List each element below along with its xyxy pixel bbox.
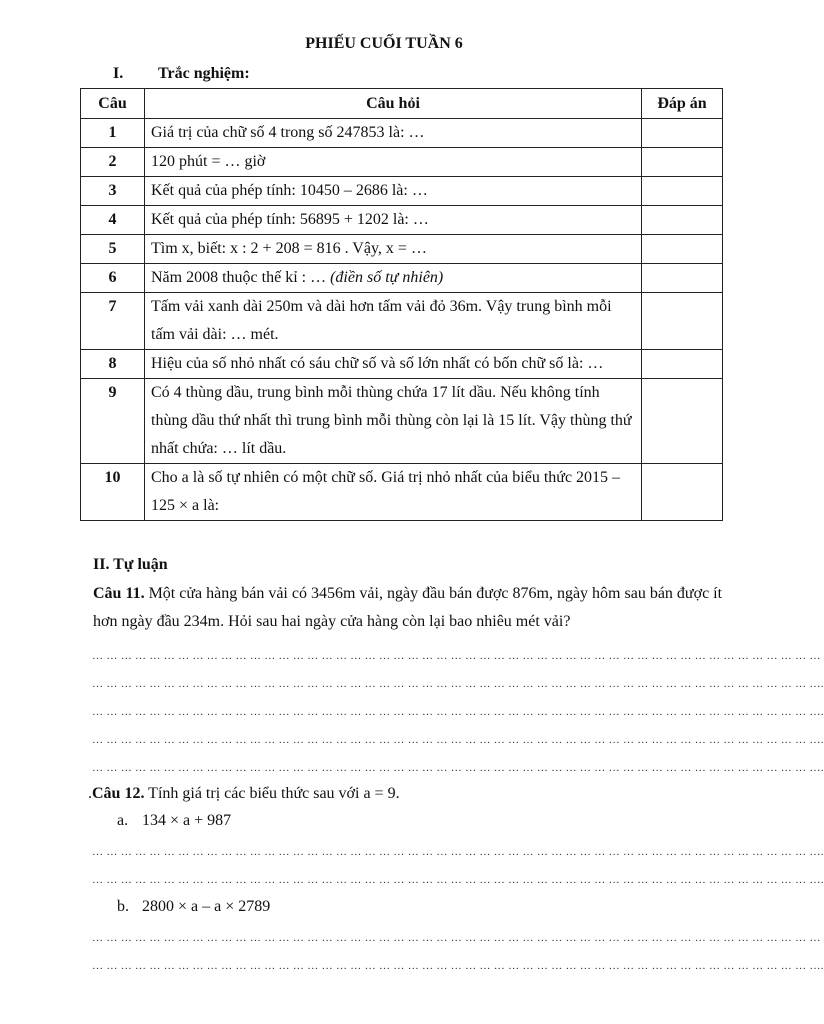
quiz-table [80,88,723,521]
row-number: 1 [81,119,145,148]
answer-cell[interactable] [642,293,723,350]
row-question: Giá trị của chữ số 4 trong số 247853 là: … [145,119,642,148]
row-question: Cho a là số tự nhiên có một chữ số. Giá trị nhỏ nhất của biểu thức 2015 – 125 × a là: [145,464,642,521]
table-row [81,293,723,350]
row-question: Kết quả của phép tính: 56895 + 1202 là: … [145,206,642,235]
section-1-title: Trắc nghiệm: [158,65,250,82]
header-cau-hoi: Câu hỏi [145,89,642,119]
row-number: 4 [81,206,145,235]
answer-cell[interactable] [642,379,723,464]
table-row [81,350,723,379]
section-1-heading [113,65,250,83]
answer-cell[interactable] [642,235,723,264]
answer-cell[interactable] [642,206,723,235]
table-row [81,148,723,177]
row-question: Có 4 thùng dầu, trung bình mỗi thùng chứa 17 lít dầu. Nếu không tính thùng dầu thứ nhất thì trung bình mỗi thùng còn lại là 15 lít. Vậy thùng thứ nhất chứa: … lít dầu. [145,379,642,464]
section-2-heading: II. Tự luận [93,556,168,573]
question-11-label: Câu 11. [93,585,145,602]
row-question: Tìm x, biết: x : 2 + 208 = 816 . Vậy, x = … [145,235,642,264]
section-1-number: I. [113,65,124,82]
answer-line[interactable]: … … … … … … … … … … … … … … … … … … … … … … … … … … … … … … … … … … … … … … … … … … … … … … … … … … …. [92,678,824,690]
answer-line[interactable]: … … … … … … … … … … … … … … … … … … … … … … … … … … … … … … … … … … … … … … … … … … … … … … … … … … …. [92,960,824,972]
table-row [81,379,723,464]
part-a-expression: 134 × a + 987 [142,812,232,829]
answer-line[interactable]: … … … … … … … … … … … … … … … … … … … … … … … … … … … … … … … … … … … … … … … … … … … … … … … … … … … [92,932,821,944]
table-header-row [81,89,723,119]
table-row [81,206,723,235]
answer-cell[interactable] [642,350,723,379]
question-12-part-a [117,812,231,830]
row-number: 7 [81,293,145,350]
question-12-prefix: . [88,785,92,802]
row-question: 120 phút = … giờ [145,148,642,177]
page-title: PHIẾU CUỐI TUẦN 6 [305,35,463,52]
answer-line[interactable]: … … … … … … … … … … … … … … … … … … … … … … … … … … … … … … … … … … … … … … … … … … … … … … … … … … …. [92,734,824,746]
row-number: 9 [81,379,145,464]
answer-cell[interactable] [642,464,723,521]
row-number: 2 [81,148,145,177]
row-question: Hiệu của số nhỏ nhất có sáu chữ số và số lớn nhất có bốn chữ số là: … [145,350,642,379]
answer-cell[interactable] [642,177,723,206]
row-number: 3 [81,177,145,206]
question-hint: (điền số tự nhiên) [330,269,444,286]
question-12-part-b [117,898,270,916]
question-text: Năm 2008 thuộc thế kỉ : … [151,269,331,286]
table-row [81,264,723,293]
answer-cell[interactable] [642,264,723,293]
part-b-expression: 2800 × a – a × 2789 [142,898,271,915]
question-12-text: Tính giá trị các biểu thức sau với a = 9. [144,785,400,802]
table-row [81,119,723,148]
row-question: Tấm vải xanh dài 250m và dài hơn tấm vải đỏ 36m. Vậy trung bình mỗi tấm vải dài: … mét. [145,293,642,350]
answer-cell[interactable] [642,119,723,148]
answer-line[interactable]: … … … … … … … … … … … … … … … … … … … … … … … … … … … … … … … … … … … … … … … … … … … … … … … … … … … [92,650,821,662]
part-b-label: b. [117,898,129,915]
row-question [145,264,642,293]
question-11 [93,580,733,636]
answer-cell[interactable] [642,148,723,177]
row-number: 8 [81,350,145,379]
table-row [81,464,723,521]
row-question: Kết quả của phép tính: 10450 – 2686 là: … [145,177,642,206]
answer-line[interactable]: … … … … … … … … … … … … … … … … … … … … … … … … … … … … … … … … … … … … … … … … … … … … … … … … … … …. [92,846,824,858]
question-12-label: Câu 12. [92,785,145,802]
answer-line[interactable]: … … … … … … … … … … … … … … … … … … … … … … … … … … … … … … … … … … … … … … … … … … … … … … … … … … …. [92,762,824,774]
question-12 [88,780,728,808]
table-row [81,235,723,264]
row-number: 6 [81,264,145,293]
row-number: 10 [81,464,145,521]
table-row [81,177,723,206]
question-11-text: Một cửa hàng bán vải có 3456m vải, ngày đầu bán được 876m, ngày hôm sau bán được ít hơn ngày đầu 234m. Hỏi sau hai ngày cửa hàng còn lại bao nhiêu mét vải? [93,585,723,630]
answer-line[interactable]: … … … … … … … … … … … … … … … … … … … … … … … … … … … … … … … … … … … … … … … … … … … … … … … … … … …. [92,874,824,886]
row-number: 5 [81,235,145,264]
header-dap-an: Đáp án [642,89,723,119]
part-a-label: a. [117,812,129,829]
answer-line[interactable]: … … … … … … … … … … … … … … … … … … … … … … … … … … … … … … … … … … … … … … … … … … … … … … … … … … …. [92,706,824,718]
header-cau: Câu [81,89,145,119]
